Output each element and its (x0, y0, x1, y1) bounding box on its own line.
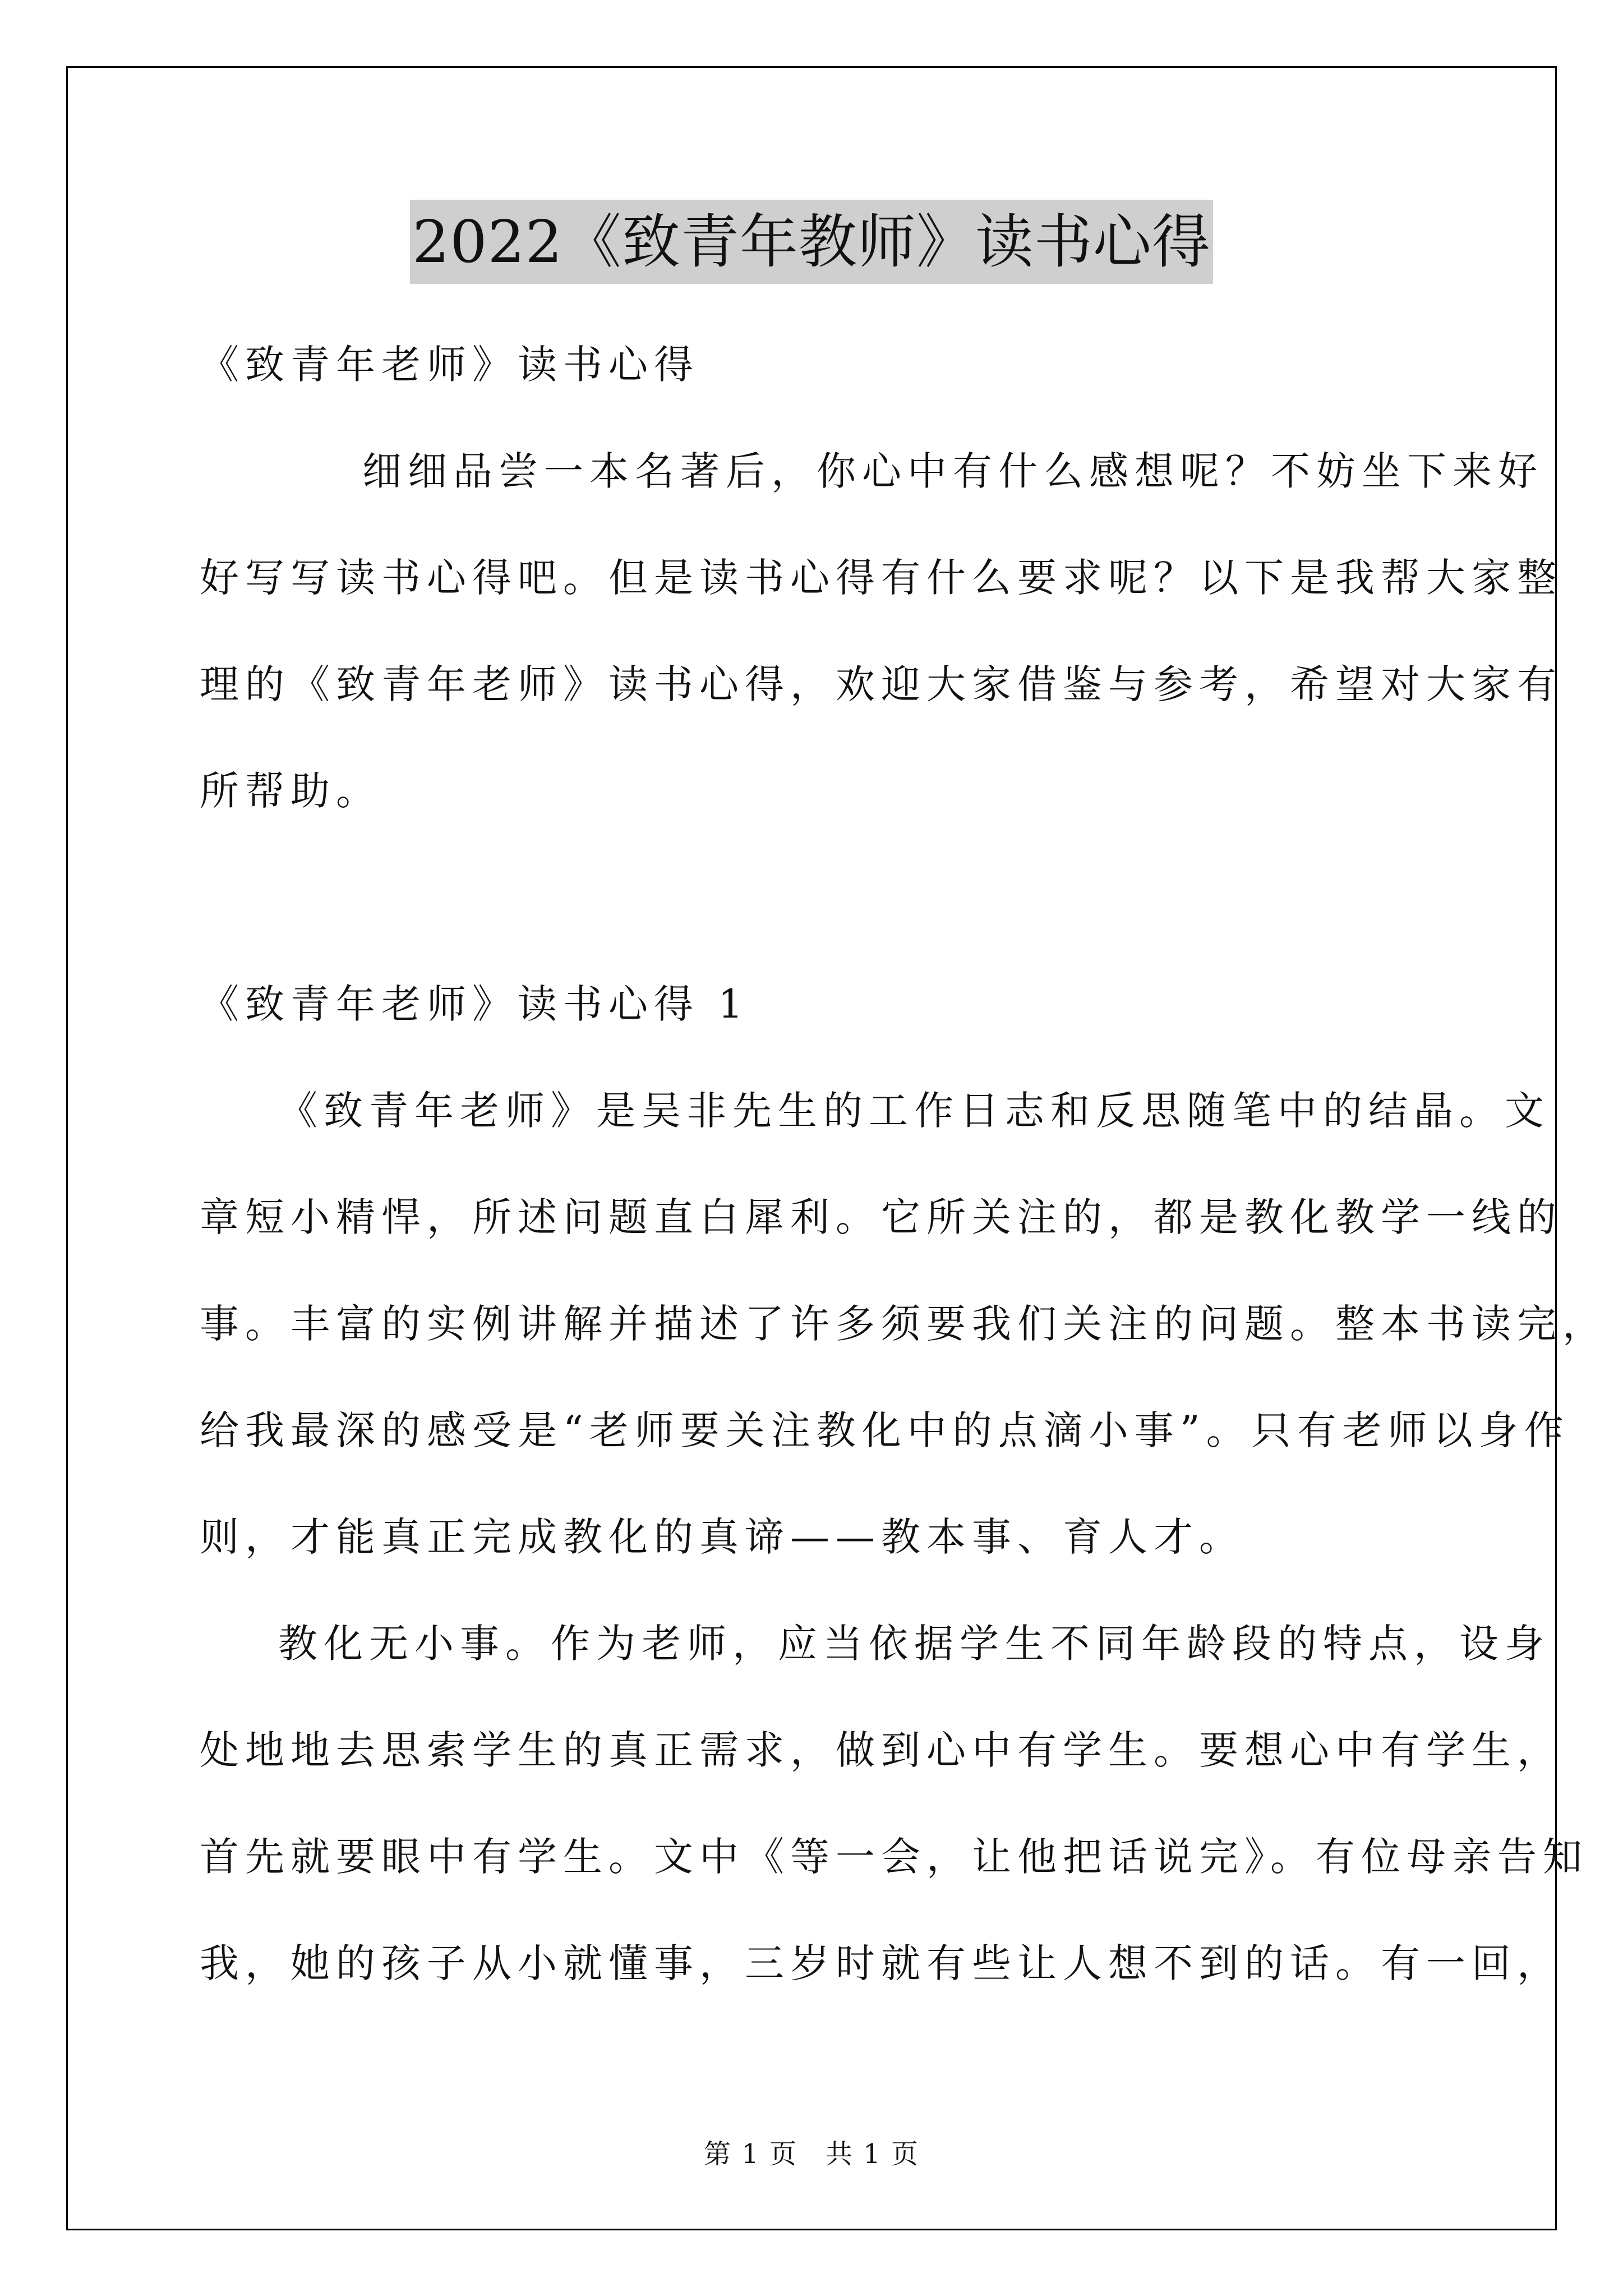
document-title: 2022《致青年教师》读书心得 (410, 200, 1213, 284)
subtitle-line: 《致青年老师》读书心得 (200, 342, 699, 388)
paragraph-line: 给我最深的感受是“老师要关注教化中的点滴小事”。只有老师以身作 (200, 1407, 1570, 1453)
page-number-label: 第 1 页 共 1 页 (703, 2138, 920, 2170)
section-heading (200, 951, 1433, 1057)
paragraph-line: 首先就要眼中有学生。文中《等一会，让他把话说完》。有位母亲告知 (200, 1834, 1588, 1880)
paragraph-line: 我，她的孩子从小就懂事，三岁时就有些让人想不到的话。有一回， (200, 1940, 1562, 1986)
paragraph-line: 则，才能真正完成教化的真谛——教本事、育人才。 (200, 1514, 1244, 1560)
intro-line: 细细品尝一本名著后，你心中有什么感想呢？不妨坐下来好 (362, 448, 1543, 494)
section-heading-line: 《致青年老师》读书心得 1 (200, 981, 749, 1027)
paragraph-line: 教化无小事。作为老师，应当依据学生不同年龄段的特点，设身 (278, 1621, 1550, 1667)
paragraph-line: 《致青年老师》是吴非先生的工作日志和反思随笔中的结晶。文 (278, 1088, 1550, 1134)
paragraph-line: 章短小精悍，所述问题直白犀利。它所关注的，都是教化教学一线的 (200, 1194, 1562, 1240)
document-body (200, 311, 1608, 2017)
intro-line: 所帮助。 (200, 768, 381, 814)
paragraph-2 (200, 1590, 1588, 2017)
intro-line: 好写写读书心得吧。但是读书心得有什么要求呢？以下是我帮大家整 (200, 555, 1562, 601)
title-container (0, 200, 1623, 284)
paragraph-line: 事。丰富的实例讲解并描述了许多须要我们关注的问题。整本书读完， (200, 1301, 1608, 1347)
page-footer (0, 2137, 1623, 2171)
intro-line: 理的《致青年老师》读书心得，欢迎大家借鉴与参考，希望对大家有 (200, 661, 1562, 707)
paragraph-1 (200, 1057, 1608, 1590)
intro-paragraph (200, 418, 1562, 844)
section-gap (200, 844, 1433, 951)
paragraph-line: 处地地去思索学生的真正需求，做到心中有学生。要想心中有学生， (200, 1727, 1562, 1773)
subtitle (200, 311, 1433, 418)
